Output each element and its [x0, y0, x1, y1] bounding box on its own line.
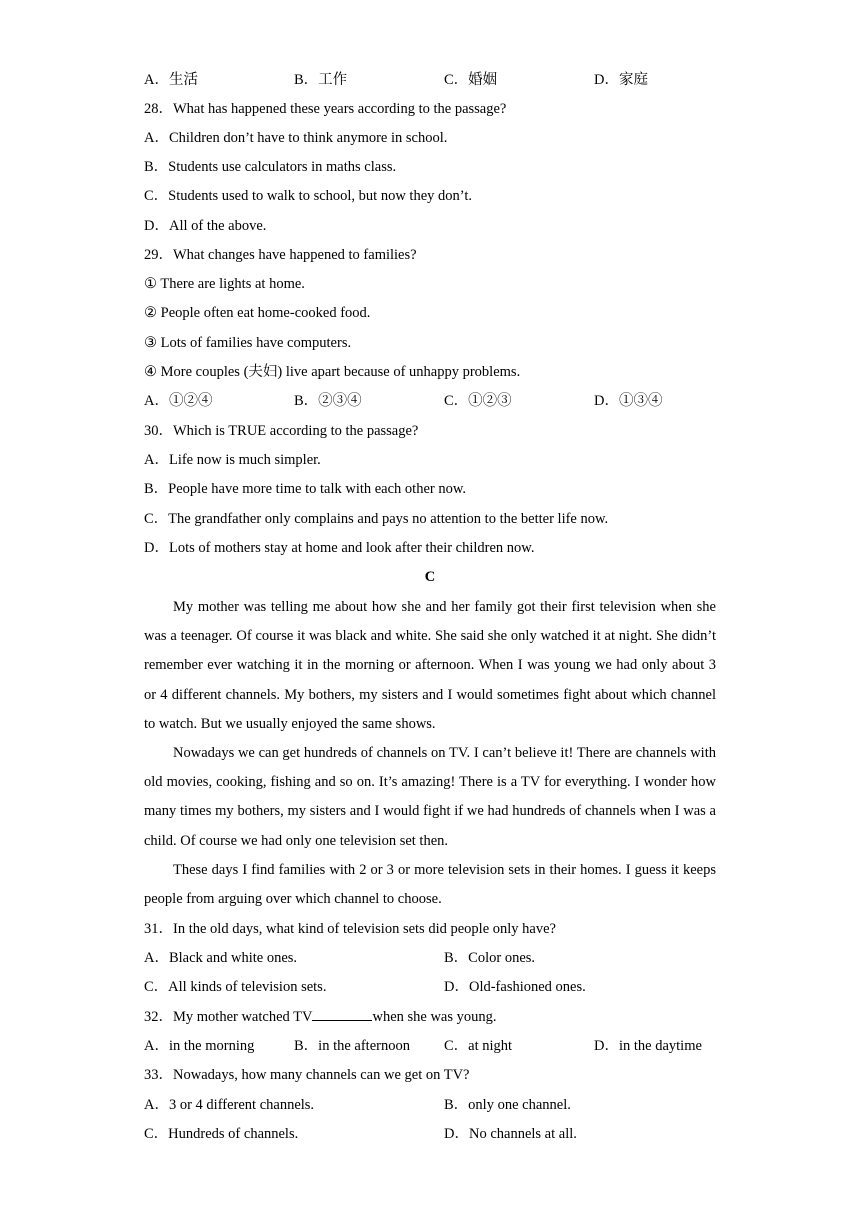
q27-option-b[interactable]: B．工作: [294, 72, 348, 88]
q32-option-c[interactable]: C．at night: [444, 1038, 513, 1054]
q32-answer-blank[interactable]: [312, 1006, 372, 1021]
q30-option-a[interactable]: A．Life now is much simpler.: [144, 452, 321, 468]
q32-stem-before: 32．My mother watched TV: [144, 1009, 313, 1025]
q32-option-a[interactable]: A．in the morning: [144, 1038, 255, 1054]
q28-option-a[interactable]: A．Children don’t have to think anymore in school.: [144, 130, 448, 146]
section-c-heading: C: [424, 569, 436, 585]
q29-item-3: ③ Lots of families have computers.: [144, 335, 352, 351]
q32-option-b[interactable]: B．in the afternoon: [294, 1038, 410, 1054]
q28-option-d[interactable]: D．All of the above.: [144, 218, 267, 234]
q29-item-1: ① There are lights at home.: [144, 276, 305, 292]
q33-option-c[interactable]: C．Hundreds of channels.: [144, 1126, 299, 1142]
q33-option-b[interactable]: B．only one channel.: [444, 1097, 571, 1113]
q33-stem: 33．Nowadays, how many channels can we get on TV?: [144, 1067, 470, 1083]
q30-option-c[interactable]: C．The grandfather only complains and pays no attention to the better life now.: [144, 511, 609, 527]
q31-option-d[interactable]: D．Old-fashioned ones.: [444, 979, 586, 995]
q29-item-4: ④ More couples (夫妇) live apart because of unhappy problems.: [144, 364, 521, 380]
q29-stem: 29．What changes have happened to families?: [144, 247, 417, 263]
q29-item-2: ② People often eat home-cooked food.: [144, 305, 371, 321]
q31-option-c[interactable]: C．All kinds of television sets.: [144, 979, 327, 995]
q27-option-d[interactable]: D．家庭: [594, 72, 648, 88]
q32-stem: [144, 1006, 716, 1028]
q27-option-c[interactable]: C．婚姻: [444, 72, 498, 88]
q31-option-b[interactable]: B．Color ones.: [444, 950, 536, 966]
q29-option-c[interactable]: C．①②③: [444, 393, 512, 409]
passage-paragraph-1: My mother was telling me about how she and her family got their first television when she was a teenager. Of course it was black and white. She said she only watched it at night. She didn’t remember ever watching it in the morning or afternoon. When I was young we had only about 3 or 4 different channels. My bothers, my sisters and I would sometimes fight about which channel to watch. But we usually enjoyed the same shows.: [144, 599, 716, 732]
q33-option-a[interactable]: A．3 or 4 different channels.: [144, 1097, 315, 1113]
q32-stem-after: when she was young.: [372, 1009, 497, 1025]
q27-options: [144, 69, 716, 91]
q30-option-d[interactable]: D．Lots of mothers stay at home and look after their children now.: [144, 540, 535, 556]
q30-stem: 30．Which is TRUE according to the passage?: [144, 423, 419, 439]
q33-options-row-1: [144, 1094, 716, 1116]
q32-options: [144, 1035, 716, 1057]
q31-options-row-2: [144, 976, 716, 998]
q28-stem: 28．What has happened these years according to the passage?: [144, 101, 507, 117]
q33-options-row-2: [144, 1123, 716, 1145]
q28-option-b[interactable]: B．Students use calculators in maths class.: [144, 159, 397, 175]
q28-option-c[interactable]: C．Students used to walk to school, but now they don’t.: [144, 188, 472, 204]
q30-option-b[interactable]: B．People have more time to talk with each other now.: [144, 481, 467, 497]
q27-option-a[interactable]: A．生活: [144, 72, 198, 88]
q31-option-a[interactable]: A．Black and white ones.: [144, 950, 298, 966]
q31-stem: 31．In the old days, what kind of television sets did people only have?: [144, 921, 556, 937]
q33-option-d[interactable]: D．No channels at all.: [444, 1126, 577, 1142]
q29-option-a[interactable]: A．①②④: [144, 393, 213, 409]
passage-paragraph-3: These days I find families with 2 or 3 or more television sets in their homes. I guess it keeps people from arguing over which channel to choose.: [144, 862, 716, 908]
q29-options: [144, 390, 716, 412]
q32-option-d[interactable]: D．in the daytime: [594, 1038, 702, 1054]
passage-paragraph-2: Nowadays we can get hundreds of channels on TV. I can’t believe it! There are channels with old movies, cooking, fishing and so on. It’s amazing! There is a TV for everything. I wonder how many times my bothers, my sisters and I would fight if we had hundreds of channels when I was a child. Of course we had only one television set then.: [144, 745, 716, 849]
q29-option-d[interactable]: D．①③④: [594, 393, 663, 409]
q29-option-b[interactable]: B．②③④: [294, 393, 362, 409]
q31-options-row-1: [144, 947, 716, 969]
